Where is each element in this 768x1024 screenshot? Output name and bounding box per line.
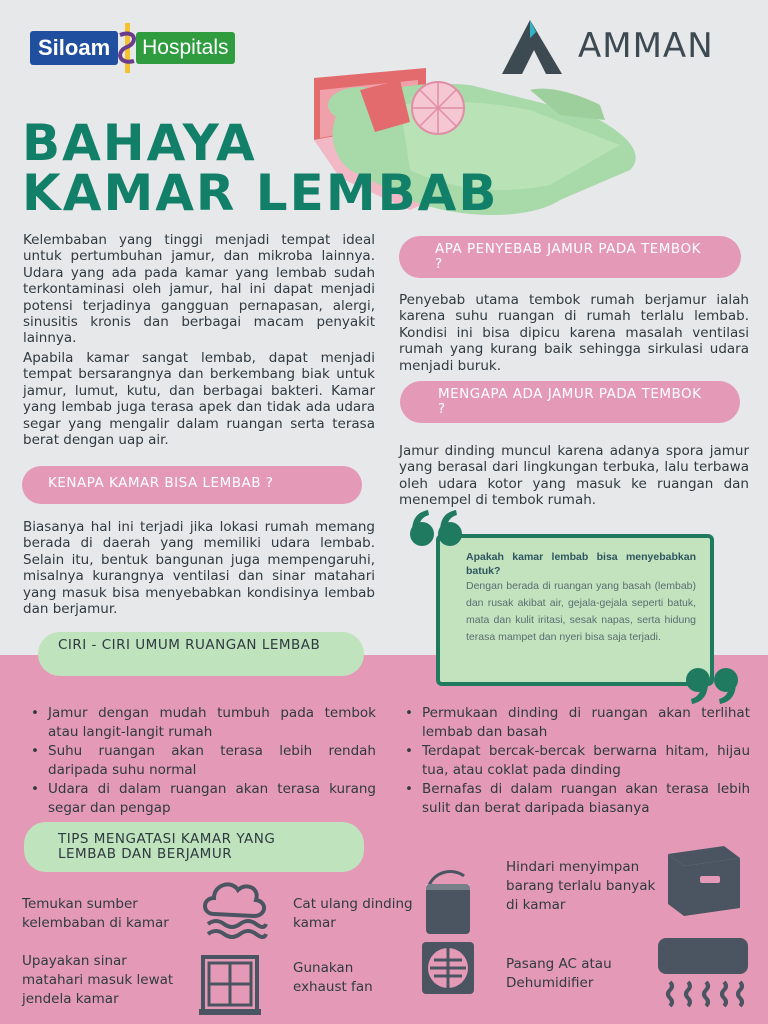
characteristics-list-left [28,704,376,818]
air-conditioner-icon [658,936,750,1008]
characteristic-item: • Permukaan dinding di ruangan akan terlihat lembab dan basah [402,704,750,742]
open-quote-icon [408,508,466,548]
characteristic-item: • Jamur dengan mudah tumbuh pada tembok atau langit-langit rumah [28,704,376,742]
quote-answer: Dengan berada di ruangan yang basah (lembab) dan rusak akibat air, gejala-gejala seperti batuk, mata dan kulit iritasi, sesak napas, serta hidung terasa mampet dan nyeri bisa saja terjadi. [466,580,696,643]
tip-find-humidity-source: Temukan sumber kelembaban di kamar [22,896,169,931]
cause-mold-heading: APA PENYEBAB JAMUR PADA TEMBOK ? [399,236,741,278]
tip-avoid-clutter: Hindari menyimpan barang terlalu banyak di kamar [506,859,656,913]
tip-let-sunlight-in: Upayakan sinar matahari masuk lewat jendela kamar [22,953,174,1007]
window-icon [199,953,261,1015]
humidity-cloud-icon [198,874,270,946]
intro-paragraph-1: Kelembaban yang tinggi menjadi tempat ideal untuk pertumbuhan jamur, dan mikroba lainnya. Udara yang ada pada kamar yang lembab sudah terkontaminasi oleh jamur, hal ini dapat menjadi potensi terjadinya gangguan pernapasan, alergi, sinusitis kronis dan berbagai macam penyakit lainnya. [23,232,375,347]
why-mold-heading: MENGAPA ADA JAMUR PADA TEMBOK ? [400,381,740,423]
exhaust-fan-icon [420,940,476,996]
characteristic-item: • Udara di dalam ruangan akan terasa kurang segar dan pengap [28,780,376,818]
characteristic-item: • Suhu ruangan akan terasa lebih rendah daripada suhu normal [28,742,376,780]
siloam-logo-mark [116,23,138,73]
tip-repaint-wall: Cat ulang dinding kamar [293,896,413,931]
tip-exhaust-fan: Gunakan exhaust fan [293,960,373,995]
why-mold-body: Jamur dinding muncul karena adanya spora jamur yang berasal dari lingkungan terbuka, lalu terbawa oleh udara kotor yang masuk ke ruangan dan menempel di tembok rumah. [399,443,749,509]
characteristics-heading: CIRI - CIRI UMUM RUANGAN LEMBAB [38,632,364,676]
cough-quote-box [436,534,714,686]
siloam-logo-text: Siloam [30,31,118,65]
paint-bucket-icon [424,866,474,938]
characteristic-item: • Bernafas di dalam ruangan akan terasa lebih sulit dan berat daripada biasanya [402,780,750,818]
title-line-2: KAMAR LEMBAB [22,164,499,222]
why-humid-body: Biasanya hal ini terjadi jika lokasi rumah memang berada di daerah yang memiliki udara lembab. Selain itu, bentuk bangunan juga mempengaruhi, misalnya kurangnya ventilasi dan sinar matahari yang masuk bisa menyebabkan kondisinya lembab dan berjamur. [23,519,375,618]
characteristic-item: • Terdapat bercak-bercak berwarna hitam, hijau tua, atau coklat pada dinding [402,742,750,780]
close-quote-icon [682,666,740,706]
storage-box-icon [664,836,744,920]
characteristics-list-right [402,704,750,818]
why-humid-heading: KENAPA KAMAR BISA LEMBAB ? [22,466,362,504]
siloam-hospitals-logo [30,22,286,74]
quote-question: Apakah kamar lembab bisa menyebabkan batuk? [466,551,696,577]
tip-install-ac: Pasang AC atau Dehumidifier [506,956,612,991]
title-line-1: BAHAYA [22,114,257,172]
amman-logo-text: AMMAN [578,26,714,66]
cause-mold-body: Penyebab utama tembok rumah berjamur ialah karena suhu ruangan di rumah terlalu lembab. Kondisi ini bisa dipicu karena masalah ventilasi rumah yang kurang baik sehingga sirkulasi udara menjadi buruk. [399,292,749,374]
tips-heading: TIPS MENGATASI KAMAR YANG LEMBAB DAN BERJAMUR [24,822,364,872]
hospitals-logo-text: Hospitals [136,32,234,64]
intro-paragraph-2: Apabila kamar sangat lembab, dapat menjadi tempat bersarangnya dan berkembang biak untuk jamur, lumut, kutu, dan berbagai bakteri. Kamar yang lembab juga terasa apek dan tidak ada udara segar yang mengalir dalam ruangan serta terasa berat dengan uap air. [23,350,375,449]
